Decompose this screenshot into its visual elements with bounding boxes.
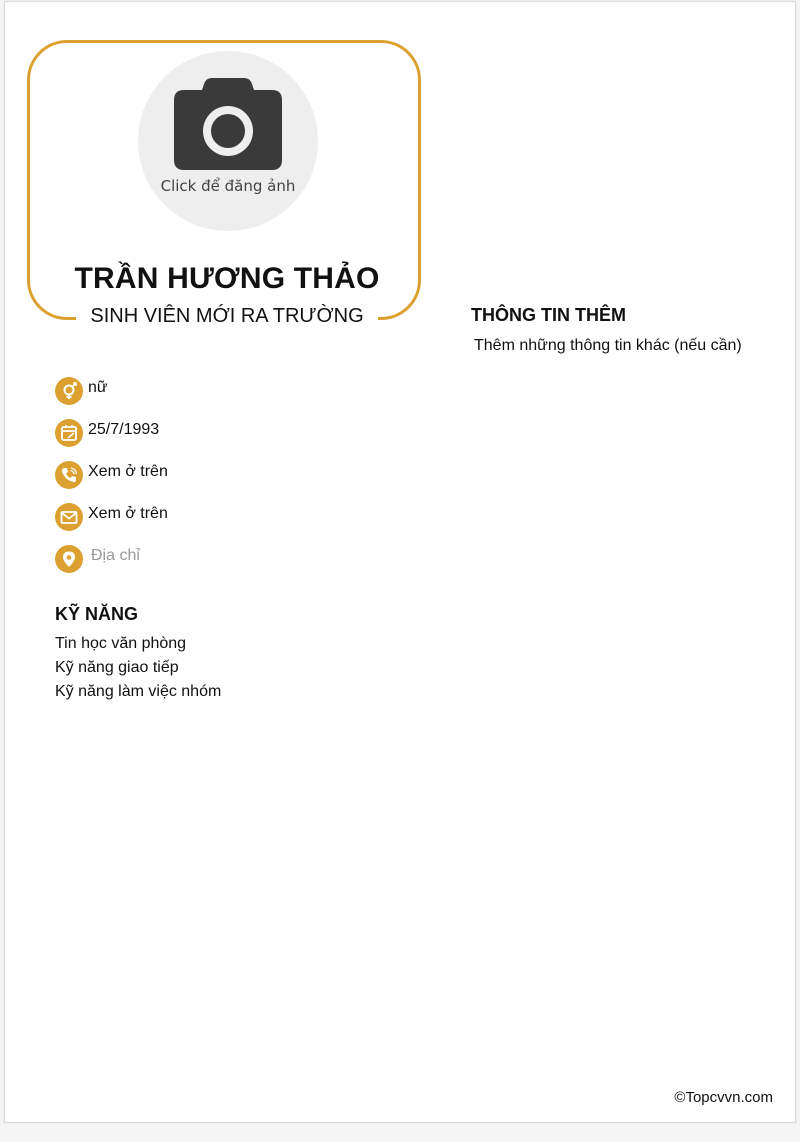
- skill-item[interactable]: Kỹ năng làm việc nhóm: [55, 683, 222, 700]
- birthday-value[interactable]: 25/7/1993: [88, 421, 160, 438]
- phone-value[interactable]: Xem ở trên: [88, 463, 168, 480]
- copyright-footer: ©Topcvvn.com: [674, 1089, 773, 1106]
- email-value[interactable]: Xem ở trên: [88, 505, 168, 522]
- mail-icon: [55, 503, 83, 531]
- contact-birthday: [55, 418, 168, 460]
- avatar-upload-label: Click để đăng ảnh: [160, 177, 296, 195]
- contact-gender: [55, 376, 168, 418]
- candidate-position[interactable]: SINH VIÊN MỚI RA TRƯỜNG: [76, 302, 377, 330]
- calendar-icon: [55, 419, 83, 447]
- skill-item[interactable]: Kỹ năng giao tiếp: [55, 659, 179, 676]
- skills-heading[interactable]: KỸ NĂNG: [55, 604, 139, 624]
- skills-list: [55, 632, 221, 704]
- contact-address: [55, 544, 168, 586]
- skill-item[interactable]: Tin học văn phòng: [55, 635, 187, 652]
- gender-icon: [55, 377, 83, 405]
- avatar-upload[interactable]: [138, 51, 318, 231]
- camera-icon: [174, 78, 282, 170]
- contact-phone: [55, 460, 168, 502]
- location-icon: [55, 545, 83, 573]
- gender-value[interactable]: nữ: [88, 379, 108, 396]
- more-info-heading[interactable]: THÔNG TIN THÊM: [471, 305, 626, 325]
- phone-icon: [55, 461, 83, 489]
- contact-email: [55, 502, 168, 544]
- address-input[interactable]: Địa chỉ: [91, 547, 140, 564]
- more-info-text[interactable]: Thêm những thông tin khác (nếu cần): [474, 337, 742, 354]
- candidate-name[interactable]: TRẦN HƯƠNG THẢO: [74, 262, 380, 295]
- contact-list: [55, 376, 168, 586]
- subtitle-wrapper: [27, 302, 427, 330]
